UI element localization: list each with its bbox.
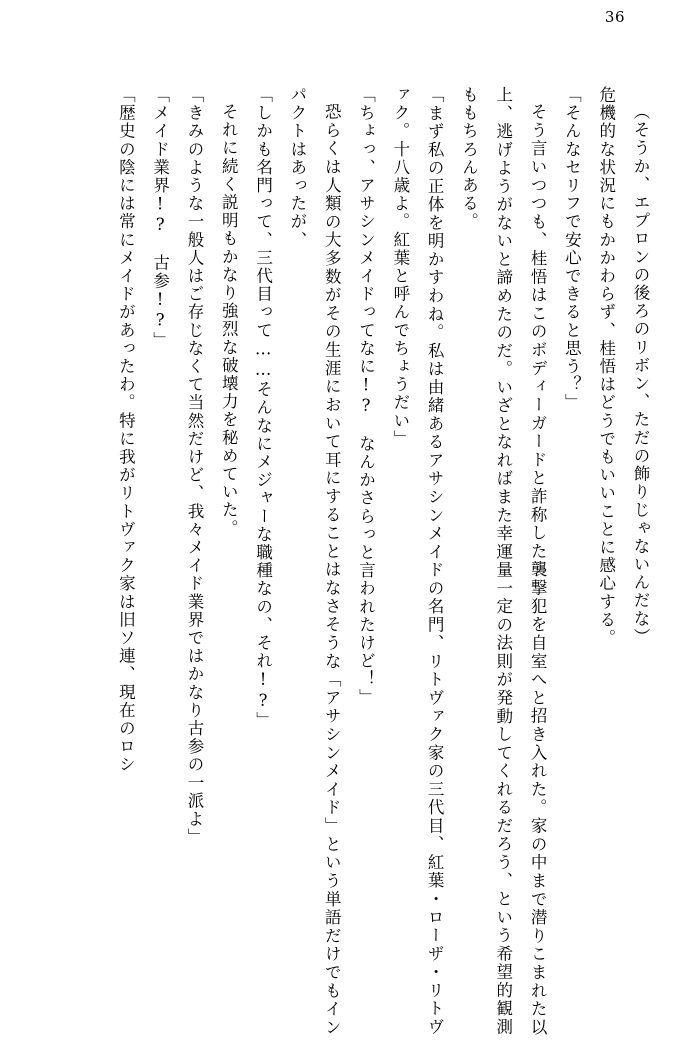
paragraph: 「歴史の陰には常にメイドがあったわ。特に我がリトヴァク家は旧ソ連、現在のロシ (116, 86, 136, 774)
paragraph: 危機的な状況にもかかわらず、桂悟はどうでもいいことに感心する。 (596, 86, 616, 648)
paragraph: 「しかも名門って、三代目って……そんなにメジャーな職種なの、それ!?」 (253, 86, 273, 730)
paragraph: 「そんなセリフで安心できると思う？」 (562, 86, 582, 412)
paragraph: （そうか、エプロンの後ろのリボン、ただの飾りじゃないんだな） (631, 102, 650, 646)
page-number: 36 (604, 8, 625, 26)
paragraph: 「まず私の正体を明かすわね。私は由緒あるアサシンメイドの名門、リトヴァク家の三代目、紅葉・ローザ・リトヴァク。十八歳よ。紅葉と呼んでちょうだい」 (390, 86, 445, 1036)
body-text (26, 86, 657, 1036)
paragraph: それに続く説明もかなり強烈な破壊力を秘めていた。 (219, 102, 239, 537)
paragraph: 恐らくは人類の大多数がその生涯において耳にすることはなさそうな「アサシンメイド」という単語だけでもインパクトはあったが、 (287, 86, 342, 1036)
paragraph: そう言いつつも、桂悟はこのボディーガードと詐称した襲撃犯を自室へと招き入れた。家の中まで潜りこまれた以上、逃げようがないと諦めたのだ。いざとなればまた幸運量一定の法則が発動してくれるだろう、という希望的観測ももちろんある。 (459, 86, 548, 1036)
paragraph: 「きみのような一般人はご存じなくて当然だけど、我々メイド業界ではかなり古参の一派よ」 (184, 86, 204, 847)
paragraph: 「メイド業界!? 古参!?」 (150, 86, 170, 350)
paragraph: 「ちょっ、アサシンメイドってなに!? なんかさらっと言われたけど！」 (356, 86, 376, 707)
